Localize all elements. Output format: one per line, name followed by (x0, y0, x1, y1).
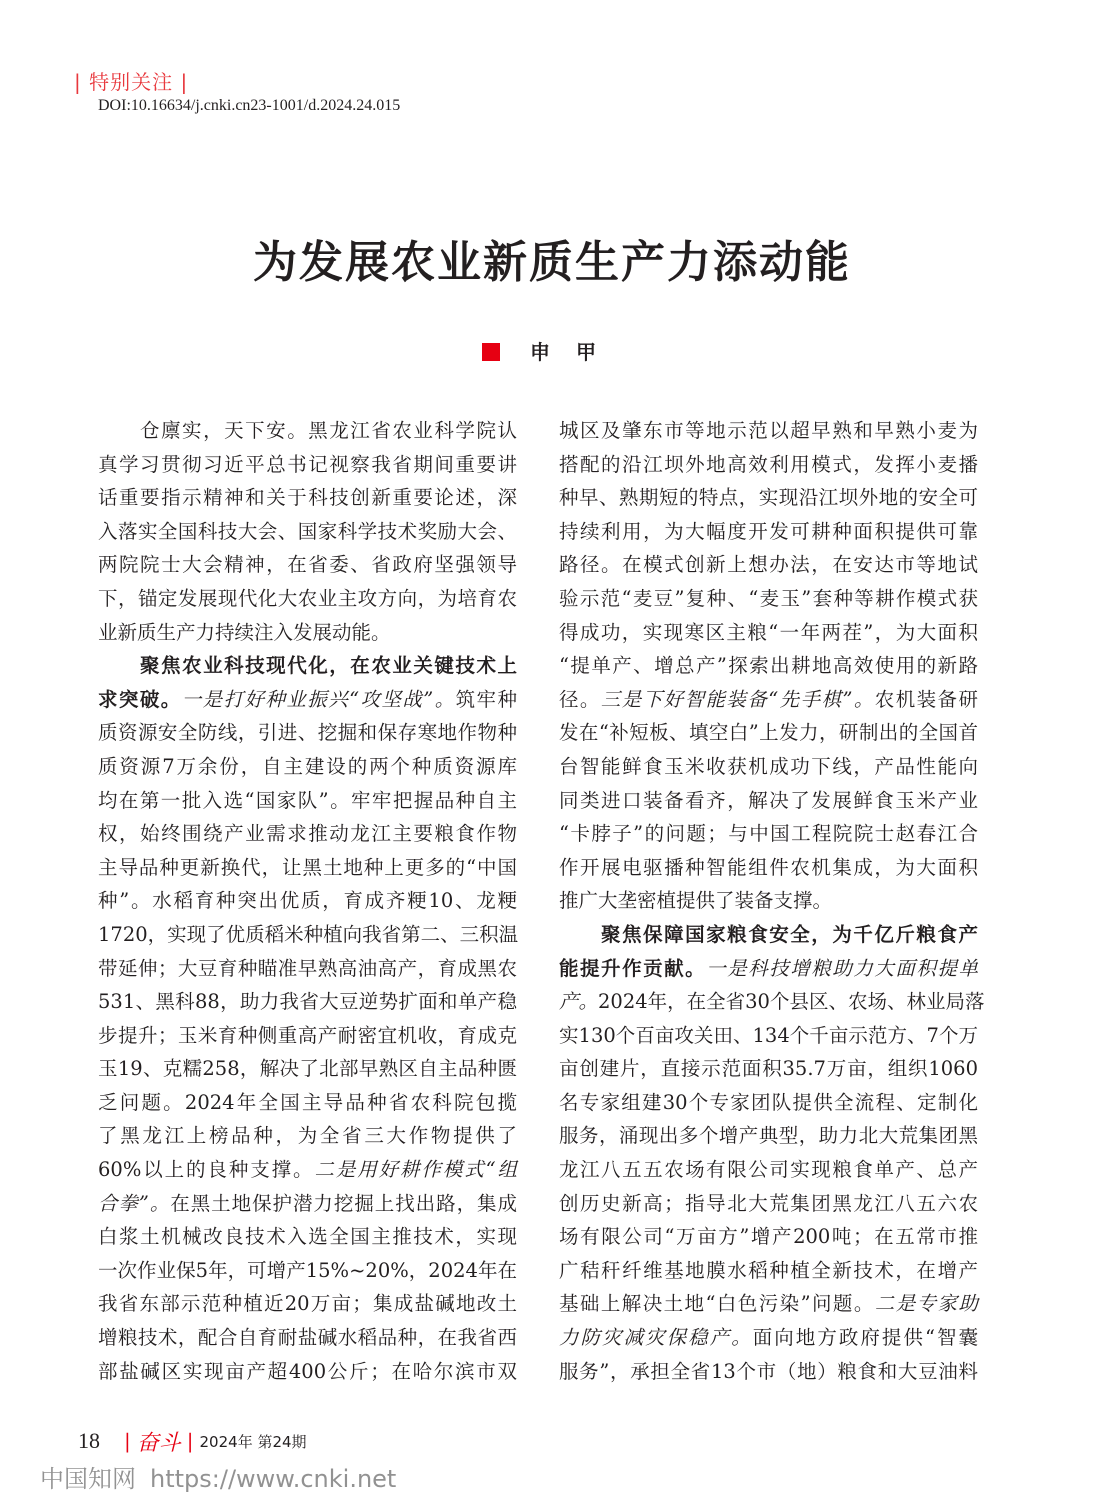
text-line (559, 952, 978, 986)
body-text: 服务”，承担全省13个市（地）粮食和大豆油料 (559, 1359, 978, 1383)
text-line (98, 1287, 517, 1321)
text-line (98, 582, 517, 616)
body-text: 路径。在模式创新上想办法，在安达市等地试 (559, 553, 978, 577)
body-text: 了黑龙江上榜品种，为全省三大作物提供了 (98, 1124, 517, 1148)
body-text: 农机装备研 (874, 687, 978, 711)
body-text: 增粮技术，配合自育耐盐碱水稻品种，在我省西 (98, 1326, 517, 1350)
page-number: 18 (78, 1428, 100, 1453)
body-text: 2024年，在全省30个县区、农场、林业局落 (598, 990, 985, 1014)
doi: DOI:10.16634/j.cnki.cn23-1001/d.2024.24.015 (98, 97, 401, 114)
text-line (98, 1321, 517, 1355)
text-line (559, 1287, 978, 1321)
text-line (559, 1254, 978, 1288)
author-line (0, 336, 1104, 365)
body-text: 台智能鲜食玉米收获机成功下线，产品性能向 (559, 754, 978, 778)
article-title: 为发展农业新质生产力添动能 (253, 237, 851, 288)
magazine-logo: 奋斗 (136, 1430, 181, 1456)
text-line (559, 548, 978, 582)
text-line (98, 1220, 517, 1254)
text-line (559, 1355, 978, 1389)
red-square-icon (482, 343, 500, 361)
body-text: 权，始终围绕产业需求推动龙江主要粮食作物 (98, 822, 517, 846)
section-tag: | 特别关注 | (74, 70, 189, 94)
body-text: 服务，涌现出多个增产典型，助力北大荒集团黑 (559, 1124, 978, 1148)
body-text: “卡脖子”的问题；与中国工程院院士赵春江合 (559, 822, 978, 846)
text-line (98, 817, 517, 851)
body-text: 面向地方政府提供“智囊 (752, 1326, 978, 1350)
text-line (559, 1187, 978, 1221)
text-line (98, 750, 517, 784)
text-line (98, 884, 517, 918)
body-text: 创历史新高；指导北大荒集团黑龙江八五六农 (559, 1191, 978, 1215)
text-line (559, 448, 978, 482)
text-line (559, 1086, 978, 1120)
body-text: 主导品种更新换代，让黑土地种上更多的“中国 (98, 855, 517, 879)
body-text: 质资源安全防线，引进、挖掘和保存寒地作物种 (98, 721, 517, 745)
text-line (98, 1119, 517, 1153)
text-line (559, 884, 978, 918)
watermark-url: https://www.cnki.net (150, 1465, 397, 1493)
left-column (98, 414, 517, 1388)
body-text: 步提升；玉米育种侧重高产耐密宜机收，育成克 (98, 1023, 517, 1047)
body-text: 广秸秆纤维基地膜水稻种植全新技术，在增产 (559, 1258, 978, 1282)
divider: | (186, 1429, 194, 1453)
text-line (98, 1019, 517, 1053)
text-line (98, 1355, 517, 1389)
body-text: 筑牢种 (455, 687, 517, 711)
body-text: 验示范“麦豆”复种、“麦玉”套种等耕作模式获 (559, 586, 978, 610)
body-text: 带延伸；大豆育种瞄准早熟高油高产，育成黑农 (98, 956, 517, 980)
body-text: 质资源7万余份，自主建设的两个种质资源库 (98, 754, 517, 778)
issue-label: 2024年 第24期 (199, 1432, 307, 1451)
body-text: 乏问题。2024年全国主导品种省农科院包揽 (98, 1090, 517, 1114)
body-text: 城区及肇东市等地示范以超早熟和早熟小麦为 (559, 419, 978, 442)
page-footer (78, 1426, 307, 1456)
body-text: 下，锚定发展现代化大农业主攻方向，为培育农 (98, 586, 517, 610)
text-line (559, 851, 978, 885)
text-line (98, 851, 517, 885)
body-text: 白浆土机械改良技术入选全国主推技术，实现 (98, 1225, 517, 1249)
body-text: 种早、熟期短的特点，实现沿江坝外地的安全可 (559, 486, 978, 510)
text-line (559, 1052, 978, 1086)
section-heading-text: 聚焦保障国家粮食安全，为千亿斤粮食产 (601, 922, 978, 946)
text-line (98, 649, 517, 683)
body-text: 同类进口装备看齐，解决了发展鲜食玉米产业 (559, 788, 978, 812)
text-line (559, 716, 978, 750)
text-line (98, 616, 517, 650)
emphasis-text: 一是科技增粮助力大面积提单 (706, 956, 978, 980)
text-line (98, 683, 517, 717)
emphasis-text: 力防灾减灾保稳产。 (559, 1326, 753, 1350)
text-line (559, 918, 978, 952)
body-text: 531、黑科88，助力我省大豆逆势扩面和单产稳 (98, 990, 517, 1014)
section-heading-text: 聚焦农业科技现代化，在农业关键技术上 (140, 654, 517, 678)
body-text: 种”。水稻育种突出优质，育成齐粳10、龙粳 (98, 889, 517, 913)
body-text: 发在“补短板、填空白”上发力，研制出的全国首 (559, 721, 978, 745)
text-line (559, 582, 978, 616)
text-line (98, 1187, 517, 1221)
text-line (559, 683, 978, 717)
text-line (559, 1220, 978, 1254)
body-text: 60%以上的良种支撑。 (98, 1158, 315, 1182)
text-line (98, 515, 517, 549)
body-text: 一次作业保5年，可增产15%~20%，2024年在 (98, 1258, 517, 1282)
text-line (98, 448, 517, 482)
emphasis-text: 三是下好智能装备“先手棋”。 (600, 687, 875, 711)
emphasis-text: 二是用好耕作模式“组 (314, 1158, 517, 1182)
text-line (98, 481, 517, 515)
text-line (98, 548, 517, 582)
text-line (98, 716, 517, 750)
emphasis-text: 产。 (559, 990, 599, 1014)
emphasis-text: 合拳”。 (98, 1191, 171, 1215)
body-text: 持续利用，为大幅度开发可耕种面积提供可靠 (559, 519, 978, 543)
text-line (559, 616, 978, 650)
watermark-brand: 中国知网 (40, 1465, 136, 1493)
body-text: 两院院士大会精神，在省委、省政府坚强领导 (98, 553, 517, 577)
text-line (559, 1321, 978, 1355)
text-line (559, 985, 985, 1019)
body-text: 场有限公司“万亩方”增产200吨；在五常市推 (559, 1225, 978, 1249)
text-line (559, 750, 978, 784)
body-text: 作开展电驱播种智能组件农机集成，为大面积 (559, 855, 978, 879)
text-line (559, 1119, 978, 1153)
author-name: 申甲 (530, 340, 622, 364)
body-text: “提单产、增总产”探索出耕地高效使用的新路 (559, 654, 978, 678)
emphasis-text: 二是专家助 (874, 1292, 978, 1316)
body-text: 入落实全国科技大会、国家科学技术奖励大会、 (98, 519, 517, 543)
body-text: 径。 (559, 687, 601, 711)
body-text: 基础上解决土地“白色污染”问题。 (559, 1292, 875, 1316)
text-line (559, 649, 978, 683)
body-text: 搭配的沿江坝外地高效利用模式，发挥小麦播 (559, 452, 978, 476)
body-text: 推广大垄密植提供了装备支撑。 (559, 889, 833, 913)
body-text: 部盐碱区实现亩产超400公斤；在哈尔滨市双 (98, 1359, 517, 1383)
body-text: 得成功，实现寒区主粮“一年两茬”，为大面积 (559, 620, 978, 644)
text-line (98, 985, 517, 1019)
section-heading-text: 求突破。 (98, 687, 182, 711)
text-line (559, 784, 978, 818)
text-line (98, 1153, 517, 1187)
body-text: 实130个百亩攻关田、134个千亩示范方、7个万 (559, 1023, 978, 1047)
text-line (98, 784, 517, 818)
body-text: 名专家组建30个专家团队提供全流程、定制化 (559, 1090, 978, 1114)
body-text: 我省东部示范种植近20万亩；集成盐碱地改土 (98, 1292, 517, 1316)
text-line (98, 1086, 517, 1120)
body-text: 在黑土地保护潜力挖掘上找出路，集成 (170, 1191, 517, 1215)
text-line (559, 515, 978, 549)
body-text: 真学习贯彻习近平总书记视察我省期间重要讲 (98, 452, 517, 476)
body-text: 话重要指示精神和关于科技创新重要论述，深 (98, 486, 517, 510)
body-text: 均在第一批入选“国家队”。牢牢把握品种自主 (98, 788, 517, 812)
text-line (98, 952, 517, 986)
text-line (98, 1254, 517, 1288)
body-text: 龙江八五五农场有限公司实现粮食单产、总产 (559, 1158, 978, 1182)
emphasis-text: 一是打好种业振兴“攻坚战”。 (181, 687, 456, 711)
text-line (98, 1052, 517, 1086)
text-line (559, 817, 978, 851)
text-line (98, 918, 517, 952)
body-text: 玉19、克糯258，解决了北部早熟区自主品种匮 (98, 1057, 517, 1081)
body-text: 1720，实现了优质稻米种植向我省第二、三积温 (98, 922, 519, 946)
text-line (98, 414, 517, 448)
divider: | (124, 1429, 131, 1453)
body-text: 业新质生产力持续注入发展动能。 (98, 620, 391, 644)
right-column (559, 414, 985, 1388)
cnki-watermark (40, 1464, 410, 1494)
text-line (559, 1153, 978, 1187)
body-text: 亩创建片，直接示范面积35.7万亩，组织1060 (559, 1057, 978, 1081)
section-heading-text: 能提升作贡献。 (559, 956, 707, 980)
text-line (559, 414, 978, 448)
body-text: 仓廪实，天下安。黑龙江省农业科学院认 (140, 419, 517, 442)
text-line (559, 1019, 978, 1053)
text-line (559, 481, 978, 515)
